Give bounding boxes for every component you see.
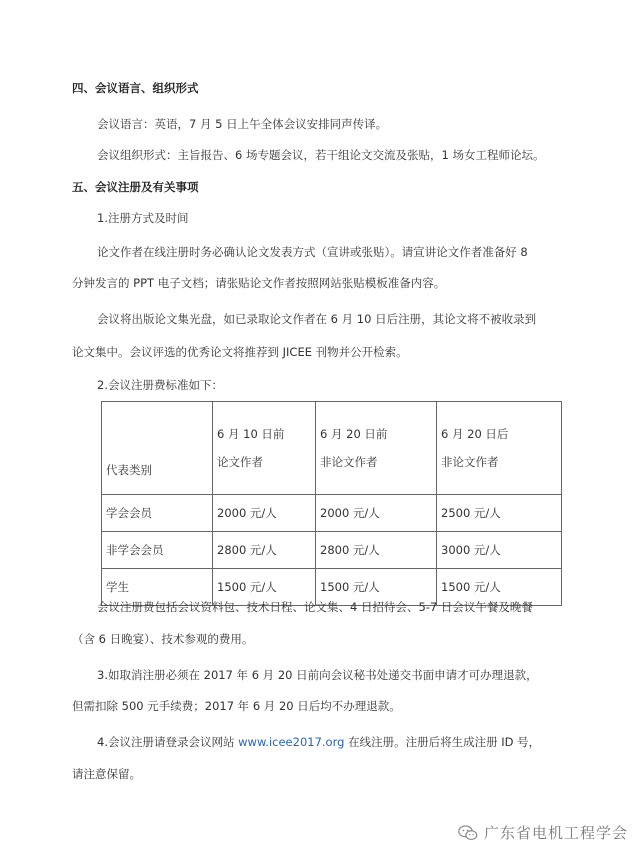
category-cell: 非学会会员 [102, 532, 213, 569]
watermark-text: 广东省电机工程学会 [483, 824, 628, 842]
fee-cell: 2000 元/人 [213, 495, 316, 532]
fee-cell: 1500 元/人 [213, 569, 316, 606]
section4-heading: 四、会议语言、组织形式 [72, 81, 199, 95]
item1-p2-line2: 论文集中。会议评选的优秀论文将推荐到 JICEE 刊物并公开检索。 [72, 345, 408, 359]
item4-line1 [97, 734, 540, 750]
conference-website-link[interactable]: www.icee2017.org [238, 735, 345, 749]
fee-cell: 2800 元/人 [316, 532, 437, 569]
item2-title: 2.会议注册费标准如下： [97, 378, 223, 392]
language-paragraph: 会议语言：英语，7 月 5 日上午全体会议安排同声传译。 [97, 117, 388, 131]
item4-prefix: 4.会议注册请登录会议网站 [97, 735, 239, 749]
wechat-icon [458, 824, 478, 842]
fee-table-header-row [102, 402, 562, 495]
format-paragraph: 会议组织形式：主旨报告、6 场专题会议，若干组论文交流及张贴，1 场女工程师论坛。 [97, 148, 545, 162]
fee-cell: 2800 元/人 [213, 532, 316, 569]
table-row [102, 532, 562, 569]
column-header: 6 月 20 日前 非论文作者 [316, 402, 437, 495]
item1-p2-line1: 会议将出版论文集光盘，如已录取论文作者在 6 月 10 日后注册，其论文将不被收录到 [97, 312, 537, 326]
fee-cell: 1500 元/人 [437, 569, 562, 606]
item1-title: 1.注册方式及时间 [97, 211, 189, 225]
item3-line1: 3.如取消注册必须在 2017 年 6 月 20 日前向会议秘书处递交书面申请才可办理退款， [97, 668, 538, 682]
category-cell: 学生 [102, 569, 213, 606]
item3-line2: 但需扣除 500 元手续费；2017 年 6 月 20 日后均不办理退款。 [72, 699, 401, 713]
fee-note-line2: （含 6 日晚宴）、技术参观的费用。 [72, 632, 254, 646]
category-header: 代表类别 [102, 402, 213, 495]
item4-suffix: 在线注册。注册后将生成注册 ID 号， [344, 735, 541, 749]
item1-p1-line1: 论文作者在线注册时务必确认论文发表方式（宣讲或张贴）。请宣讲论文作者准备好 8 [97, 245, 528, 259]
column-header: 6 月 20 日后 非论文作者 [437, 402, 562, 495]
section5-heading: 五、会议注册及有关事项 [72, 180, 199, 194]
fee-cell: 3000 元/人 [437, 532, 562, 569]
fee-table [101, 401, 562, 606]
fee-note-line1: 会议注册费包括会议资料包、技术日程、论文集、4 日招待会、5-7 日会议午餐及晚餐 [97, 600, 533, 614]
category-cell: 学会会员 [102, 495, 213, 532]
fee-cell: 2500 元/人 [437, 495, 562, 532]
item4-line2: 请注意保留。 [72, 767, 141, 781]
fee-cell: 1500 元/人 [316, 569, 437, 606]
watermark [458, 822, 628, 843]
column-header: 6 月 10 日前 论文作者 [213, 402, 316, 495]
item1-p1-line2: 分钟发言的 PPT 电子文档；请张贴论文作者按照网站张贴模板准备内容。 [72, 276, 446, 290]
fee-cell: 2000 元/人 [316, 495, 437, 532]
table-row [102, 495, 562, 532]
